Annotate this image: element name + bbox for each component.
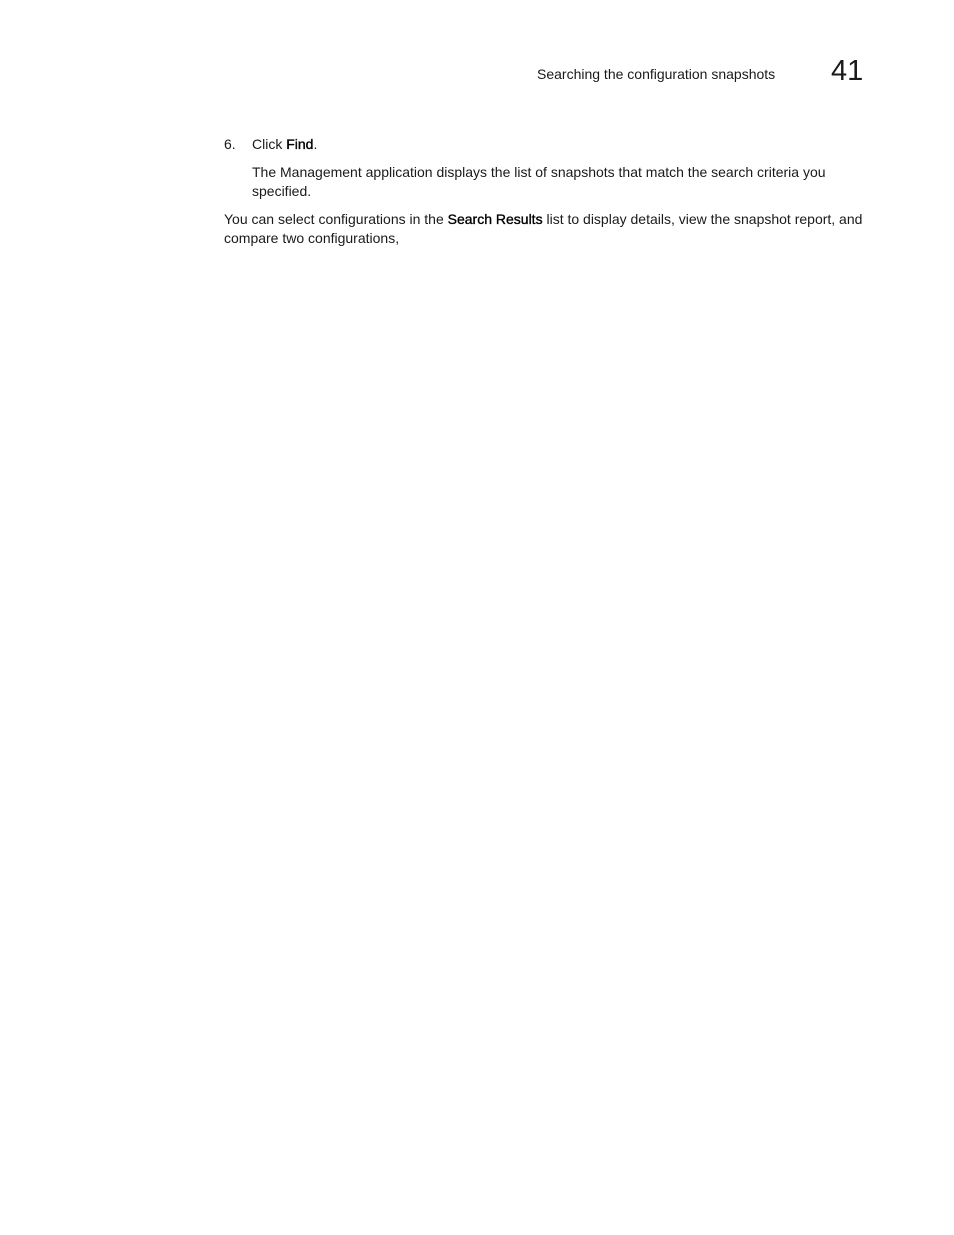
step-item: [224, 135, 317, 154]
section-title: Searching the configuration snapshots: [537, 66, 776, 82]
search-results-reference: Search Results: [447, 211, 543, 227]
step-text-after: .: [313, 136, 318, 152]
find-button-reference: Find: [286, 136, 314, 152]
body-paragraph: [224, 210, 872, 248]
chapter-number: 41: [831, 55, 864, 87]
paragraph-text-before: You can select configurations in the: [224, 211, 448, 227]
step-result: The Management application displays the list of snapshots that match the search criteria you specified.: [252, 164, 826, 199]
paragraph-text-after: list to display details, view the snapshot report, and compare two configurations,: [224, 211, 863, 246]
step-text-before: Click: [252, 136, 287, 152]
step-number: 6.: [224, 136, 236, 152]
